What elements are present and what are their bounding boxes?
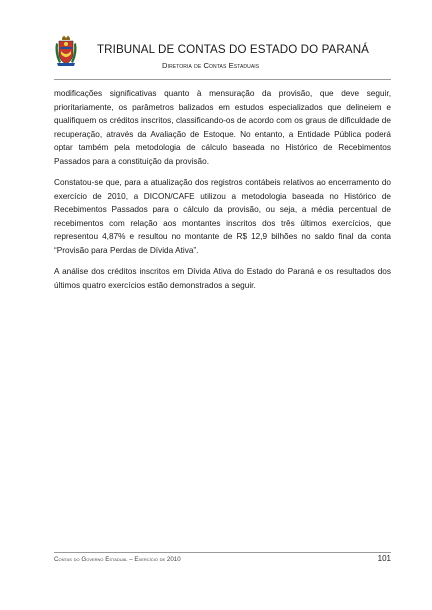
institution-title: TRIBUNAL DE CONTAS DO ESTADO DO PARANÁ (97, 43, 369, 56)
document-body (54, 87, 391, 300)
department-subtitle: Diretoria de Contas Estaduais (162, 61, 260, 70)
header-divider (54, 79, 391, 80)
parana-coat-of-arms-icon (54, 35, 78, 68)
footer-divider (54, 552, 391, 553)
page-number: 101 (377, 554, 391, 563)
paragraph: Constatou-se que, para a atualização dos registros contábeis relativos ao encerramento do exercício de 2010, a DICON/CAFE utilizou a metodologia baseada no Histórico de Recebimentos Passados para o cálculo da provisão, ou seja, a média percentual de recebimentos com relação aos montantes inscritos dos três últimos exercícios, que representou 4,87% e resultou no montante de R$ 12,9 bilhões no saldo final da conta “Provisão para Perdas de Dívida Ativa”. (54, 178, 391, 255)
footer-caption: Contas do Governo Estadual – Exercício de 2010 (54, 556, 181, 563)
paragraph: modificações significativas quanto à mensuração da provisão, que deve seguir, prioritariamente, os parâmetros balizados em estudos especializados que delineiem e qualifiquem os créditos inscritos, classificando-os de acordo com os graus de dificuldade de recuperação, através da Avaliação de Estoque. No entanto, a Entidade Pública poderá optar também pela metodologia de cálculo baseada no Histórico de Recebimentos Passados para a constituição da provisão. (54, 89, 391, 166)
paragraph: A análise dos créditos inscritos em Dívida Ativa do Estado do Paraná e os resultados dos últimos quatro exercícios estão demonstrados a seguir. (54, 267, 391, 290)
